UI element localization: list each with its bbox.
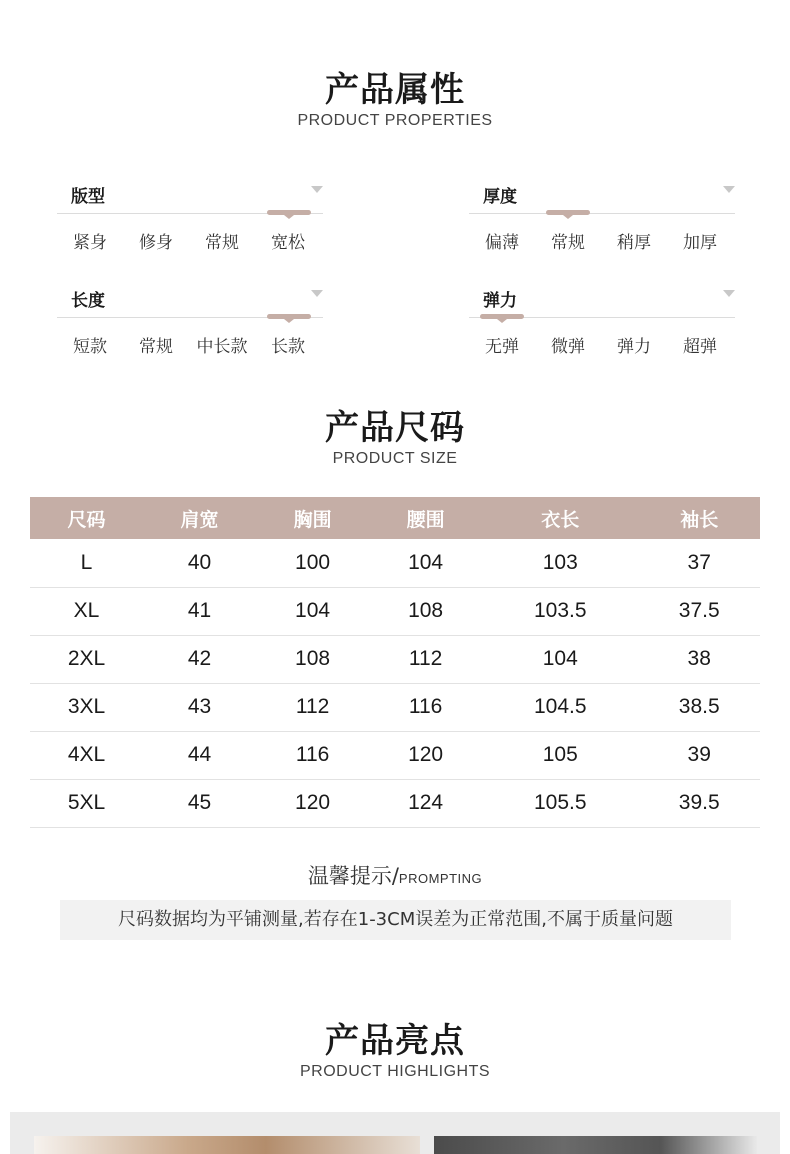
table-cell: 39 bbox=[638, 731, 760, 779]
attribute-name: 版型 bbox=[71, 187, 105, 207]
attribute-elasticity bbox=[469, 286, 735, 366]
properties-subtitle: PRODUCT PROPERTIES bbox=[297, 112, 493, 129]
option-item-selected: 无弹 bbox=[485, 337, 519, 357]
column-header: 尺码 bbox=[30, 497, 143, 539]
option-item: 加厚 bbox=[683, 233, 717, 253]
product-photo-left bbox=[34, 1136, 420, 1154]
size-subtitle: PRODUCT SIZE bbox=[332, 450, 458, 467]
option-item-selected: 长款 bbox=[271, 337, 305, 357]
table-cell: 5XL bbox=[30, 779, 143, 827]
table-row bbox=[30, 683, 760, 731]
prompt-title-cn: 温馨提示/ bbox=[307, 864, 399, 888]
option-item: 微弹 bbox=[551, 337, 585, 357]
table-cell: 124 bbox=[369, 779, 482, 827]
column-header: 腰围 bbox=[369, 497, 482, 539]
column-header: 肩宽 bbox=[143, 497, 256, 539]
table-cell: 105 bbox=[482, 731, 638, 779]
size-table bbox=[30, 497, 760, 828]
option-item: 修身 bbox=[139, 233, 173, 253]
attribute-name: 弹力 bbox=[483, 291, 517, 311]
table-cell: 105.5 bbox=[482, 779, 638, 827]
table-cell: 44 bbox=[143, 731, 256, 779]
table-header-row bbox=[30, 497, 760, 539]
attribute-name: 长度 bbox=[71, 291, 105, 311]
attribute-name: 厚度 bbox=[483, 187, 517, 207]
selection-marker-icon bbox=[267, 314, 311, 319]
table-cell: 116 bbox=[256, 731, 369, 779]
table-row bbox=[30, 539, 760, 587]
selection-marker-icon bbox=[267, 210, 311, 215]
table-cell: 39.5 bbox=[638, 779, 760, 827]
table-cell: 112 bbox=[369, 635, 482, 683]
option-item-selected: 常规 bbox=[551, 233, 585, 253]
table-cell: 4XL bbox=[30, 731, 143, 779]
table-cell: 120 bbox=[369, 731, 482, 779]
table-cell: 104 bbox=[369, 539, 482, 587]
properties-title: 产品属性 bbox=[325, 70, 465, 110]
table-cell: 38 bbox=[638, 635, 760, 683]
table-cell: 37.5 bbox=[638, 587, 760, 635]
option-item: 常规 bbox=[139, 337, 173, 357]
column-header: 袖长 bbox=[638, 497, 760, 539]
table-row bbox=[30, 587, 760, 635]
prompt-title-en: PROMPTING bbox=[398, 871, 483, 886]
highlights-image-strip bbox=[10, 1112, 780, 1154]
table-cell: 112 bbox=[256, 683, 369, 731]
option-item: 中长款 bbox=[196, 337, 248, 357]
dropdown-triangle-icon bbox=[311, 186, 323, 193]
option-item-selected: 宽松 bbox=[271, 233, 305, 253]
table-row bbox=[30, 731, 760, 779]
highlights-title: 产品亮点 bbox=[325, 1021, 465, 1061]
table-cell: 100 bbox=[256, 539, 369, 587]
table-cell: 108 bbox=[369, 587, 482, 635]
option-item: 紧身 bbox=[73, 233, 107, 253]
option-item: 稍厚 bbox=[617, 233, 651, 253]
attribute-thickness bbox=[469, 182, 735, 262]
table-cell: 2XL bbox=[30, 635, 143, 683]
selection-marker-icon bbox=[480, 314, 524, 319]
table-cell: L bbox=[30, 539, 143, 587]
table-cell: 43 bbox=[143, 683, 256, 731]
table-cell: 45 bbox=[143, 779, 256, 827]
table-cell: 104 bbox=[256, 587, 369, 635]
prompt-title bbox=[0, 860, 790, 890]
table-cell: 42 bbox=[143, 635, 256, 683]
attribute-fit bbox=[57, 182, 323, 262]
option-item: 常规 bbox=[205, 233, 239, 253]
option-item: 超弹 bbox=[683, 337, 717, 357]
size-title: 产品尺码 bbox=[325, 408, 465, 448]
table-cell: 41 bbox=[143, 587, 256, 635]
option-item: 弹力 bbox=[617, 337, 651, 357]
table-cell: 103.5 bbox=[482, 587, 638, 635]
table-cell: 3XL bbox=[30, 683, 143, 731]
column-header: 胸围 bbox=[256, 497, 369, 539]
attribute-divider bbox=[469, 213, 735, 214]
column-header: 衣长 bbox=[482, 497, 638, 539]
option-item: 短款 bbox=[73, 337, 107, 357]
table-cell: 120 bbox=[256, 779, 369, 827]
table-cell: 103 bbox=[482, 539, 638, 587]
table-cell: 108 bbox=[256, 635, 369, 683]
table-cell: 37 bbox=[638, 539, 760, 587]
dropdown-triangle-icon bbox=[723, 290, 735, 297]
table-cell: 38.5 bbox=[638, 683, 760, 731]
prompt-note: 尺码数据均为平铺测量,若存在1-3CM误差为正常范围,不属于质量问题 bbox=[60, 900, 731, 940]
dropdown-triangle-icon bbox=[311, 290, 323, 297]
table-cell: 116 bbox=[369, 683, 482, 731]
attribute-length bbox=[57, 286, 323, 366]
table-cell: 104.5 bbox=[482, 683, 638, 731]
product-photo-right bbox=[434, 1136, 757, 1154]
table-cell: 40 bbox=[143, 539, 256, 587]
table-cell: XL bbox=[30, 587, 143, 635]
highlights-subtitle: PRODUCT HIGHLIGHTS bbox=[299, 1063, 491, 1080]
option-item: 偏薄 bbox=[485, 233, 519, 253]
table-row bbox=[30, 635, 760, 683]
table-cell: 104 bbox=[482, 635, 638, 683]
dropdown-triangle-icon bbox=[723, 186, 735, 193]
table-row bbox=[30, 779, 760, 827]
selection-marker-icon bbox=[546, 210, 590, 215]
